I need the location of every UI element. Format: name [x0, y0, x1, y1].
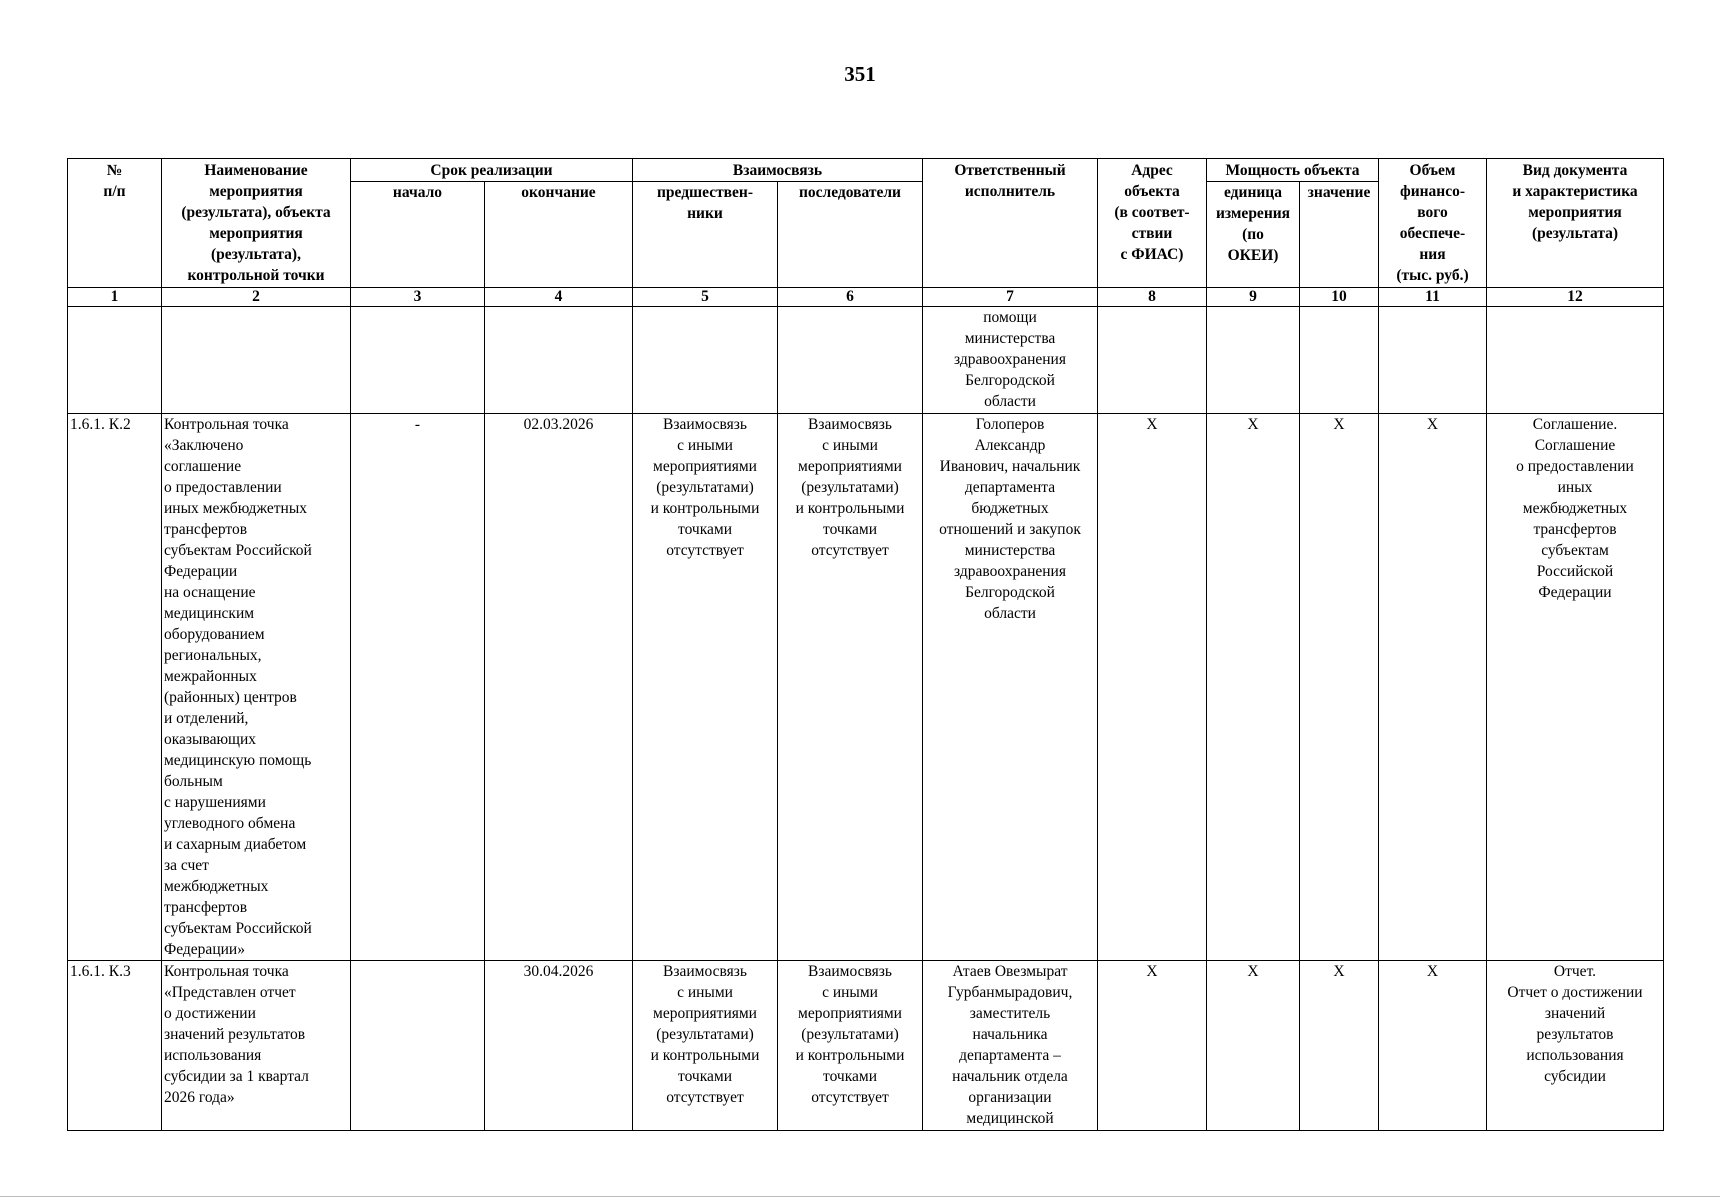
table-row	[68, 414, 1664, 961]
cell-num: 1.6.1. К.3	[68, 961, 162, 1131]
cell-successors: Взаимосвязь с иными мероприятиями (результатами) и контрольными точками отсутствует	[778, 414, 923, 961]
column-number: 4	[485, 288, 633, 307]
header-name: Наименование мероприятия (результата), объекта мероприятия (результата), контрольной точки	[162, 159, 351, 288]
header-period: Срок реализации	[351, 159, 633, 182]
table-row	[68, 961, 1664, 1131]
header-unit: единица измерения (по ОКЕИ)	[1207, 182, 1300, 288]
header-value: значение	[1300, 182, 1379, 288]
cell-predecessors	[633, 307, 778, 414]
cell-volume: X	[1379, 414, 1487, 961]
cell-predecessors: Взаимосвязь с иными мероприятиями (результатами) и контрольными точками отсутствует	[633, 414, 778, 961]
cell-doc-type	[1487, 307, 1664, 414]
cell-end	[485, 307, 633, 414]
cell-successors: Взаимосвязь с иными мероприятиями (результатами) и контрольными точками отсутствует	[778, 961, 923, 1131]
cell-value: X	[1300, 961, 1379, 1131]
cell-end: 30.04.2026	[485, 961, 633, 1131]
cell-unit	[1207, 307, 1300, 414]
cell-responsible: Голоперов Александр Иванович, начальник департамента бюджетных отношений и закупок министерства здравоохранения Белгородской области	[923, 414, 1098, 961]
cell-start	[351, 961, 485, 1131]
cell-value: X	[1300, 414, 1379, 961]
header-num: № п/п	[68, 159, 162, 288]
header-address: Адрес объекта (в соответ- ствии с ФИАС)	[1098, 159, 1207, 288]
cell-end: 02.03.2026	[485, 414, 633, 961]
cell-successors	[778, 307, 923, 414]
column-number: 9	[1207, 288, 1300, 307]
cell-name: Контрольная точка «Представлен отчет о достижении значений результатов использования субсидии за 1 квартал 2026 года»	[162, 961, 351, 1131]
cell-name	[162, 307, 351, 414]
cell-unit: X	[1207, 961, 1300, 1131]
cell-name: Контрольная точка «Заключено соглашение о предоставлении иных межбюджетных трансфертов субъектам Российской Федерации на оснащение медицинским оборудованием региональных, межрайонных (районных) центров и отделений, оказывающих медицинскую помощь больным с нарушениями углеводного обмена и сахарным диабетом за счет межбюджетных трансфертов субъектам Российской Федерации»	[162, 414, 351, 961]
cell-address: X	[1098, 414, 1207, 961]
column-number: 7	[923, 288, 1098, 307]
column-number: 2	[162, 288, 351, 307]
cell-unit: X	[1207, 414, 1300, 961]
header-volume: Объем финансо- вого обеспече- ния (тыс. руб.)	[1379, 159, 1487, 288]
header-end: окончание	[485, 182, 633, 288]
column-number: 8	[1098, 288, 1207, 307]
plan-table	[67, 158, 1664, 1131]
cell-volume	[1379, 307, 1487, 414]
cell-num	[68, 307, 162, 414]
header-successors: последователи	[778, 182, 923, 288]
page-number: 351	[844, 62, 876, 86]
cell-address: X	[1098, 961, 1207, 1131]
table-row	[68, 307, 1664, 414]
header-start: начало	[351, 182, 485, 288]
column-number: 10	[1300, 288, 1379, 307]
column-number: 1	[68, 288, 162, 307]
header-relation: Взаимосвязь	[633, 159, 923, 182]
cell-num: 1.6.1. К.2	[68, 414, 162, 961]
cell-responsible: помощи министерства здравоохранения Белгородской области	[923, 307, 1098, 414]
header-doc-type: Вид документа и характеристика мероприятия (результата)	[1487, 159, 1664, 288]
cell-start	[351, 307, 485, 414]
cell-doc-type: Соглашение. Соглашение о предоставлении иных межбюджетных трансфертов субъектам Российской Федерации	[1487, 414, 1664, 961]
column-number: 3	[351, 288, 485, 307]
cell-start: -	[351, 414, 485, 961]
cell-predecessors: Взаимосвязь с иными мероприятиями (результатами) и контрольными точками отсутствует	[633, 961, 778, 1131]
header-responsible: Ответственный исполнитель	[923, 159, 1098, 288]
header-capacity: Мощность объекта	[1207, 159, 1379, 182]
header-predecessors: предшествен- ники	[633, 182, 778, 288]
cell-value	[1300, 307, 1379, 414]
column-number: 5	[633, 288, 778, 307]
column-number: 6	[778, 288, 923, 307]
cell-doc-type: Отчет. Отчет о достижении значений результатов использования субсидии	[1487, 961, 1664, 1131]
cell-address	[1098, 307, 1207, 414]
column-number: 11	[1379, 288, 1487, 307]
cell-responsible: Атаев Овезмырат Гурбанмырадович, заместитель начальника департамента – начальник отдела организации медицинской	[923, 961, 1098, 1131]
page-edge-rule	[0, 1196, 1720, 1197]
cell-volume: X	[1379, 961, 1487, 1131]
column-number: 12	[1487, 288, 1664, 307]
